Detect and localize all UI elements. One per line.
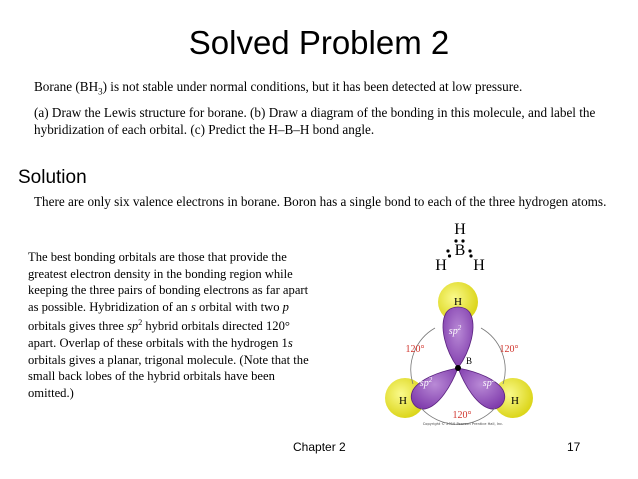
sp2-sup: 2: [457, 324, 462, 332]
explain-text: orbitals gives a planar, trigonal molecule. (Note that the small back lobes of the hybrid orbitals have been omitted.): [28, 352, 309, 400]
diagram-h-left: H: [399, 395, 407, 407]
explain-text: hybrid orbitals directed 120° apart. Overlap of these orbitals with the hydrogen 1: [28, 319, 290, 351]
lewis-h-top: H: [454, 221, 466, 238]
explain-italic: p: [282, 299, 289, 314]
lewis-h-right: H: [473, 257, 485, 274]
solution-text: There are only six valence electrons in borane. Boron has a single bond to each of the three hydrogen atoms.: [34, 194, 607, 209]
sp2-text: sp: [419, 378, 429, 389]
problem-line-1: [34, 78, 624, 101]
lewis-electron: [468, 249, 471, 252]
subscript: 3: [98, 86, 103, 97]
lewis-h-left: H: [435, 257, 447, 274]
lewis-electron: [469, 254, 472, 257]
superscript: 2: [138, 318, 143, 328]
sp2-text: sp: [448, 326, 458, 337]
solution-heading: Solution: [18, 167, 87, 188]
page-number: 17: [567, 440, 581, 454]
angle-label-bottom: 120°: [452, 410, 472, 421]
orbital-diagram: [385, 280, 545, 430]
lewis-electron: [448, 254, 451, 257]
sp2-sup: 2: [491, 376, 496, 384]
problem-line-2: (a) Draw the Lewis structure for borane. (b) Draw a diagram of the bonding in this molecule, and label the hybridization of each orbital. (c) Predict the H–B–H bond angle.: [34, 104, 596, 137]
explain-italic: sp: [126, 319, 139, 334]
slide-title: Solved Problem 2: [188, 24, 450, 61]
problem-text: ) is not stable under normal conditions, but it has been detected at low pressure.: [102, 79, 523, 94]
explain-italic: s: [287, 336, 293, 351]
sp2-sup: 2: [428, 376, 433, 384]
explain-text: orbital with two: [195, 299, 283, 314]
problem-text: Borane (BH: [34, 79, 99, 94]
lewis-b: B: [454, 242, 466, 259]
diagram-h-right: H: [511, 395, 519, 407]
diagram-b: B: [465, 356, 473, 366]
boron-nucleus: [455, 365, 461, 371]
footer-chapter: Chapter 2: [293, 440, 346, 454]
copyright-text: Copyright © 2010 Pearson Prentice Hall, Inc.: [422, 422, 504, 426]
sp2-text: sp: [482, 378, 492, 389]
explain-text: orbitals gives three: [28, 319, 127, 334]
lewis-structure: [425, 220, 495, 272]
explanation-paragraph: [28, 249, 318, 402]
sp2-lobe-left: [411, 368, 458, 409]
sp2-lobe-right: [458, 368, 505, 409]
explain-text: The best bonding orbitals are those that provide the greatest electron density in the bonding region while keeping the three pairs of bonding electrons as far apart as possible. Hybridization of an: [28, 250, 309, 314]
angle-label-left: 120°: [405, 344, 425, 355]
problem-statement: [34, 78, 624, 141]
lewis-electron: [446, 249, 449, 252]
diagram-h-top: H: [454, 296, 462, 308]
explain-italic: s: [191, 299, 196, 314]
angle-label-right: 120°: [499, 344, 519, 355]
